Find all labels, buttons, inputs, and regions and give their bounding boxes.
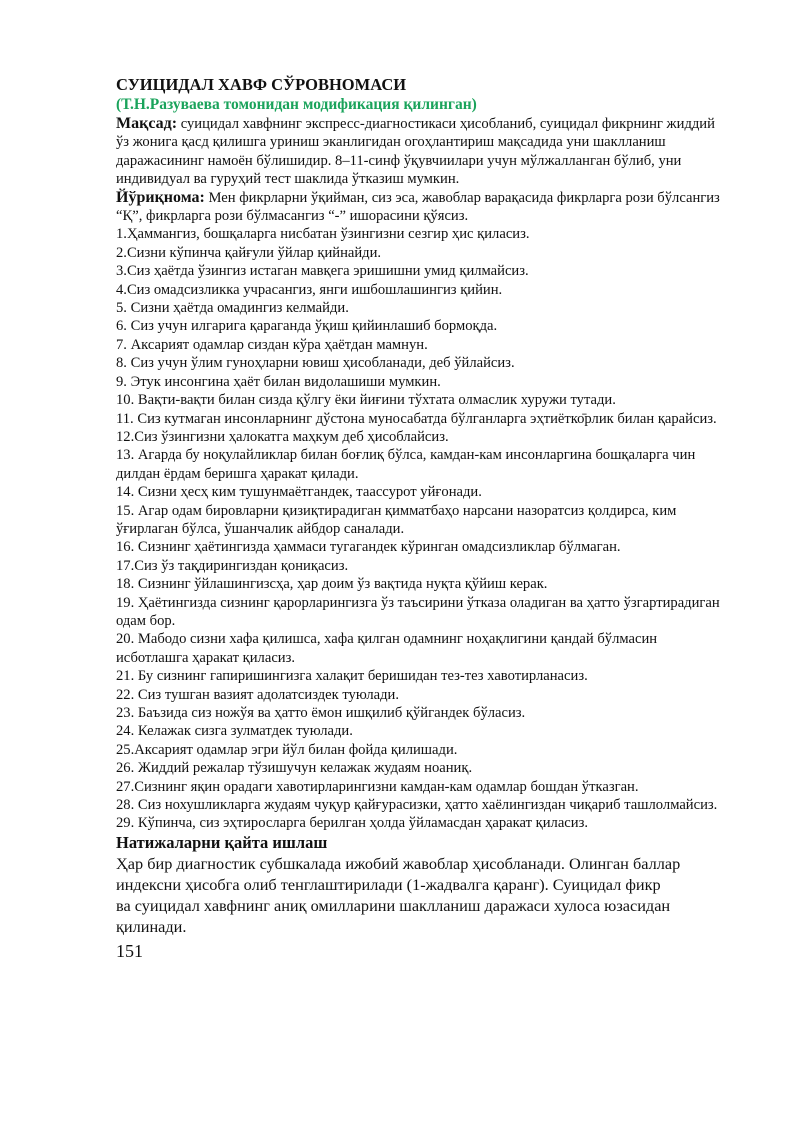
instruction-paragraph — [116, 189, 726, 226]
question-item: 2.Сизни кўпинча қайғули ўйлар қийнайди. — [116, 244, 382, 261]
question-item: 17.Сиз ўз тақдирингиздан қониқасиз. — [116, 557, 349, 574]
question-item: 26. Жиддий режалар тўзишучун келажак жудаям ноаниқ. — [116, 760, 473, 777]
question-item: 19. Ҳаётингизда сизнинг қарорларингизга ўз таъсирини ўтказа оладиган ва ҳатто ўзгартирадиган одам бор. — [116, 594, 720, 629]
question-item: 9. Этук инсонгина ҳаёт билан видолашиши мумкин. — [116, 373, 441, 390]
question-item: 10. Вақти-вақти билан сизда қўлгу ёки йиғини тўхтата олмаслик хуружи тутади. — [116, 392, 616, 409]
document-page — [116, 75, 726, 962]
question-item: 7. Аксарият одамлар сиздан кўра ҳаётдан мамнун. — [116, 336, 428, 353]
question-item: 16. Сизнинг ҳаётингизда ҳаммаси тугагандек кўринган омадсизликлар бўлмаган. — [116, 539, 621, 556]
instruction-text: Мен фикрларни ўқийман, сиз эса, жавоблар варақасида фикрларга рози бўлсангиз “Қ”, фикрларга рози бўлмасангиз “-” ишорасини қўясиз. — [116, 189, 720, 225]
question-item: 29. Кўпинча, сиз эҳтиросларга берилган ҳолда ўйламасдан ҳаракат қиласиз. — [116, 815, 588, 832]
question-item: 21. Бу сизнинг гапиришингизга халақит беришидан тез-тез хавотирланасиз. — [116, 668, 588, 685]
question-item: 6. Сиз учун илгарига қараганда ўқиш қийинлашиб бормоқда. — [116, 318, 498, 335]
instruction-label: Йўриқнома: — [116, 188, 205, 206]
question-item: 8. Сиз учун ўлим гуноҳларни ювиш ҳисобланади, деб ўйлайсиз. — [116, 355, 515, 372]
document-title: СУИЦИДАЛ ХАВФ СЎРОВНОМАСИ — [116, 75, 407, 94]
question-item: 25.Аксарият одамлар эгри йўл билан фойда қилишади. — [116, 741, 458, 758]
question-item: 18. Сизнинг ўйлашингизсҳа, ҳар доим ўз вақтида нуқта қўйиш керак. — [116, 576, 548, 593]
processing-paragraph-2: ва суицидал хавфнинг аниқ омилларини шаклланиш даражаси хулоса юзасидан қилинади. — [116, 896, 671, 937]
question-item: 5. Сизни ҳаётда омадингиз келмайди. — [116, 300, 349, 317]
processing-title: Натижаларни қайта ишлаш — [116, 832, 328, 852]
question-item: 24. Келажак сизга зулматдек туюлади. — [116, 723, 353, 740]
question-item: 11. Сиз кутмаган инсонларнинг дўстона муносабатда бўлганларга эҳтиётко̄рлик билан қарайсиз. — [116, 410, 717, 427]
document-subtitle: (Т.Н.Разуваева томонидан модификация қилинган) — [116, 96, 477, 113]
question-item: 28. Сиз нохушликларга жудаям чуқур қайғурасизки, ҳатто хаёлингиздан чиқариб ташлолмайсиз. — [116, 797, 718, 814]
question-item: 27.Сизнинг яқин орадаги хавотирларингизни камдан-кам одамлар бошдан ўтказган. — [116, 778, 639, 795]
question-item: 14. Сизни ҳеcҳ ким тушунмаётгандек, таассурот уйғонади. — [116, 484, 482, 501]
purpose-paragraph — [116, 115, 726, 189]
question-item: 15. Агар одам бировларни қизиқтирадиган қимматбаҳо нарсани назоратсиз қолдирса, ким ўғирлаган бўлса, ўшанчалик айбдор саналади. — [116, 502, 677, 537]
purpose-text: суицидал хавфнинг экспресс-диагностикаси ҳисобланиб, суицидал фикрнинг жиддий ўз жонига қасд қилишга уриниш эканлигидан огоҳлантириш мақсадида уни шаклланиш даражасининг намоён бўлишидир. 8–11-синф ўқувчиилари учун мўлжалланган бўлиб, уни индивидуал ва гуруҳий тест шаклида ўтказиш мумкин. — [116, 116, 715, 188]
question-item: 23. Баъзида сиз ножўя ва ҳатто ёмон ишқилиб қўйгандек бўласиз. — [116, 705, 526, 721]
question-item: 22. Сиз тушган вазият адолатсиздек туюлади. — [116, 686, 400, 703]
question-item: 12.Сиз ўзингизни ҳалокатга маҳкум деб ҳисоблайсиз. — [116, 428, 449, 445]
question-item: 20. Мабодо сизни хафа қилишса, хафа қилган одамнинг ноҳақлигини қандай бўлмасин исботлашга ҳаракат қиласиз. — [116, 631, 658, 666]
question-item: 4.Сиз омадсизликка учрасангиз, янги ишбошлашингиз қийин. — [116, 281, 503, 298]
processing-paragraph-1: Ҳар бир диагностик субшкалада ижобий жавоблар ҳисобланади. Олинган баллар индексни ҳисобга олиб тенглаштирилади (1-жадвалга қаранг). Суицидал фикр — [116, 853, 681, 895]
question-item: 13. Агарда бу ноқулайликлар билан боғлиқ бўлса, камдан-кам инсонларгина бошқаларга чин дилдан ёрдам беришга ҳаракат қилади. — [116, 447, 696, 482]
question-item: 1.Ҳаммангиз, бошқаларга нисбатан ўзингизни сезгир ҳис қиласиз. — [116, 226, 530, 243]
page-number: 151 — [116, 940, 143, 961]
question-item: 3.Сиз ҳаётда ўзингиз истаган мавқега эришишни умид қилмайсиз. — [116, 263, 529, 280]
purpose-label: Мақсад: — [116, 115, 178, 132]
question-list — [116, 225, 726, 832]
